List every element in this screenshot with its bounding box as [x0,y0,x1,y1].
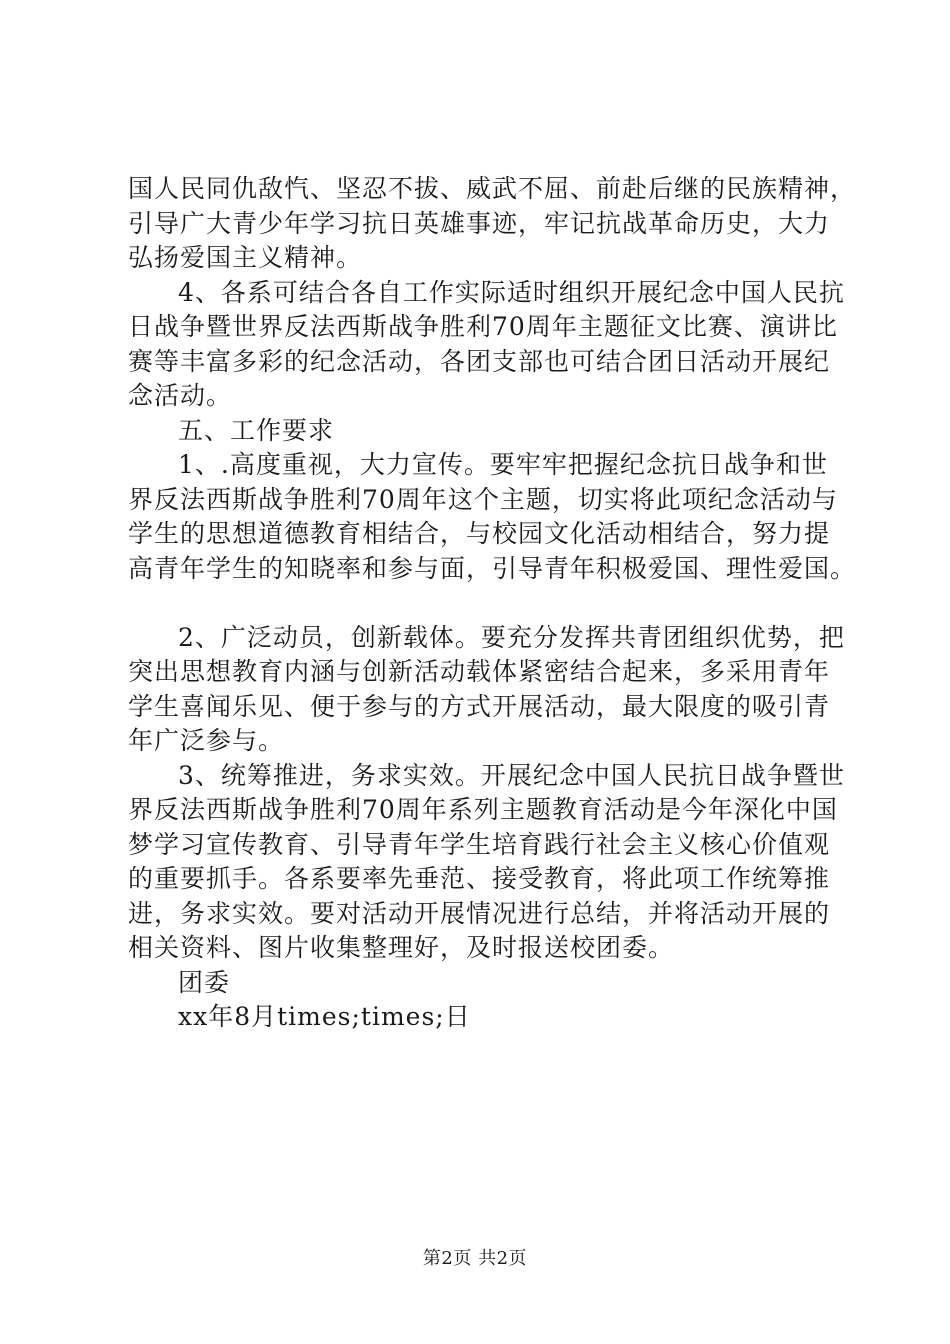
text-line: 日战争暨世界反法西斯战争胜利70周年主题征文比赛、演讲比 [128,312,838,341]
text-line: 1、.高度重视，大力宣传。要牢牢把握纪念抗日战争和世 [178,450,828,479]
document-body [128,172,857,1035]
text-line: 国人民同仇敌忾、坚忍不拔、威武不屈、前赴后继的民族精神， [128,174,857,203]
text-line: 界反法西斯战争胜利70周年系列主题教育活动是今年深化中国 [128,795,838,824]
text-line: 4、各系可结合各自工作实际适时组织开展纪念中国人民抗 [178,277,845,307]
text-line: 赛等丰富多彩的纪念活动，各团支部也可结合团日活动开展纪 [128,346,831,376]
text-line: 学生的思想道德教育相结合，与校园文化活动相结合，努力提 [128,519,831,548]
text-line: 梦学习宣传教育、引导青年学生培育践行社会主义核心价值观 [128,829,831,859]
text-line: 五、工作要求 [178,415,335,445]
text-line: 高青年学生的知晓率和参与面，引导青年积极爱国、理性爱国。 [128,553,857,583]
text-line: 的重要抓手。各系要率先垂范、接受教育，将此项工作统筹推 [128,864,831,893]
text-line: 团委 [178,967,231,997]
page-footer: 第2页 共2页 [422,1248,528,1269]
text-line: 引导广大青少年学习抗日英雄事迹，牢记抗战革命历史，大力 [128,208,831,238]
blank-line [128,586,848,621]
text-line: xx年8月times;times;日 [178,1002,471,1031]
text-line: 2、广泛动员，创新载体。要充分发挥共青团组织优势，把 [178,622,845,652]
text-line: 突出思想教育内涵与创新活动载体紧密结合起来，多采用青年 [128,657,831,686]
text-line: 学生喜闻乐见、便于参与的方式开展活动，最大限度的吸引青 [128,691,831,721]
text-line: 进，务求实效。要对活动开展情况进行总结，并将活动开展的 [128,898,831,928]
text-line: 相关资料、图片收集整理好，及时报送校团委。 [128,933,675,962]
text-line: 3、统筹推进，务求实效。开展纪念中国人民抗日战争暨世 [178,760,845,790]
text-line: 弘扬爱国主义精神。 [128,243,363,272]
text-line: 念活动。 [128,381,233,410]
text-line: 界反法西斯战争胜利70周年这个主题，切实将此项纪念活动与 [128,484,838,514]
text-line: 年广泛参与。 [128,726,285,755]
